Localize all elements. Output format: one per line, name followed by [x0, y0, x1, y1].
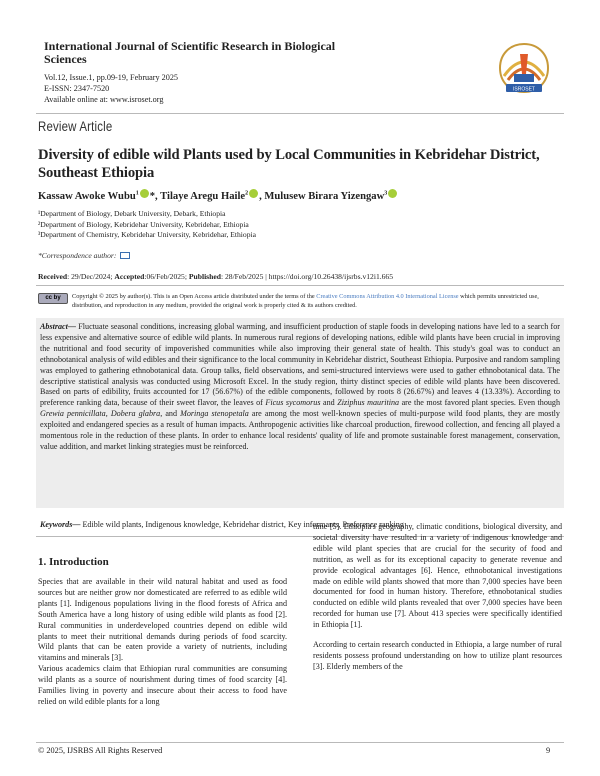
logo-text: ISROSET: [513, 86, 535, 93]
orcid-icon[interactable]: [140, 189, 149, 198]
footer-rule: [36, 742, 564, 743]
license-link[interactable]: Creative Commons Attribution 4.0 International License: [316, 293, 459, 300]
page-number: 9: [546, 746, 551, 755]
cc-by-badge[interactable]: cc by: [38, 293, 68, 304]
species-name: Ziziphus mauritina: [337, 398, 400, 408]
volume-line: Vol.12, Issue.1, pp.09-19, February 2025: [44, 73, 179, 82]
affiliation-1: ¹Department of Biology, Debark University, Debark, Ethiopia: [38, 209, 226, 218]
abstract: [40, 322, 560, 453]
author-2-sup: 2: [245, 190, 249, 197]
species-name: Moringa stenopetala: [180, 409, 249, 419]
right-column: [313, 522, 562, 682]
correspondence-label: *Correspondence author:: [38, 251, 117, 260]
species-name: Dobera glabra: [110, 409, 161, 419]
article-type: Review Article: [38, 118, 113, 134]
paper-title: Diversity of edible wild Plants used by Local Communities in Kebridehar District, Southeast Ethiopia: [38, 147, 540, 181]
abstract-text: Fluctuate seasonal conditions, increasing global warming, and insufficient production of staple foods in developing nations have led to a search for less expensive and alternative source of edible wild plants. In numerous rural regions of developing nations, edible wild plants have been crucial in improving the nutritional and food security of impoverished communities while also improving their general state of health. This study's goal was to conduct an ethnobotanical analysis of wild edibles and their significance to the local community in Kebridehar district, Southeast Ethiopia. Purposive and random sampling was employed to gathering ethnobotanical data. Group talks, field observations, and semi-structured interviews were used to gather ethnobotanical data. The descriptive statistical analysis was conducted using Microsoft Excel. In the study region, thirty distinct species of edible wild plants have been discovered. Based on parts of edibility, fruits accounted for 17 (56.67%) of the edible components, followed by roots 8 (26.67%) and leaves 4 (13.33%). According to preference ranking data, because of their sweet flavor, the leaves of: [40, 322, 560, 408]
published-label: Published: [188, 272, 221, 281]
author-3-sup: 3: [384, 190, 388, 197]
online-url[interactable]: Available online at: www.isroset.org: [44, 95, 164, 104]
accepted-label: Accepted: [114, 272, 145, 281]
license-text: [72, 292, 564, 310]
author-1-sup: 1: [135, 190, 139, 197]
accepted-date: 06/Feb/2025: [146, 272, 185, 281]
keywords-text: Edible wild plants, Indigenous knowledge, Kebridehar district, Key informants, Preference ranking: [80, 520, 404, 529]
received-date: 29/Dec/2024: [71, 272, 111, 281]
author-1: Kassaw Awoke Wubu: [38, 191, 136, 202]
affiliation-2: ²Department of Biology, Kebridehar University, Kebridehar, Ethiopia: [38, 219, 249, 229]
envelope-icon[interactable]: [120, 252, 130, 259]
corresponding-star: *: [149, 191, 156, 202]
abstract-label: Abstract—: [40, 322, 76, 331]
paragraph: According to certain research conducted in Ethiopia, a large number of rural residents possess profound understanding on how to utilize plant resources [3]. Elderly members of the: [313, 640, 562, 671]
species-name: Ficus sycomorus: [265, 398, 321, 408]
eissn: E-ISSN: 2347-7520: [44, 84, 110, 93]
orcid-icon[interactable]: [249, 189, 258, 198]
author-2: Tilaye Aregu Haile: [160, 191, 246, 202]
journal-meta: [44, 72, 178, 105]
abstract-text: are among the most well-known species of multi-purpose wild food plants, they are mostly exploited and endangered species as a result of human impacts. Anthropogenic activities like charcoal production, firewood collection, and fencing all played a momentous role in the reduction of these plants. In order to enhance local residents' quality of life and promote sustainable forest management, conservation, value addition, and market linking strategies must be reinforced.: [40, 409, 560, 451]
paragraph: Species that are available in their wild natural habitat and used as food sources but are neither grow nor domesticated are referred to as edible wild plants [1]. Indigenous populations living in the flood forests of Africa and South America have a long history of using edible wild plants as food [2]. Rural communities in underdeveloped countries depend on edible wild plants to meet their nutritional demands during periods of food scarcity. Wild plants that can be eaten provide a variety of nutrients, including vitamins and minerals [3].: [38, 577, 287, 663]
isroset-logo: [482, 38, 566, 106]
abstract-text: and: [320, 398, 338, 408]
header-rule: [36, 113, 564, 114]
keywords-label: Keywords—: [40, 520, 81, 529]
species-name: Grewia pennicillata: [40, 409, 106, 419]
orcid-icon[interactable]: [388, 189, 397, 198]
footer-copyright: © 2025, IJSRBS All Rights Reserved: [38, 746, 163, 755]
journal-title: International Journal of Scientific Research in Biological Sciences: [44, 39, 336, 66]
abstract-text: , and: [160, 409, 181, 419]
authors: Kassaw Awoke Wubu$^1$ *, Tilaye Aregu Haile$^2$ , Mulusew Birara Yizengaw$^3$: [38, 189, 398, 202]
doi-link[interactable]: https://doi.org/10.26438/ijsrbs.v12i1.665: [268, 272, 394, 281]
affiliations: [38, 209, 256, 241]
article-dates: Received: 29/Dec/2024; Accepted:06/Feb/2025; Published: 28/Feb/2025 | https://doi.org/10.26438/ijsrbs.v12i1.665: [38, 272, 394, 281]
license-pre: Copyright © 2025 by author(s). This is an Open Access article distributed under the terms of the: [72, 293, 317, 300]
published-date: 28/Feb/2025: [224, 272, 264, 281]
received-label: Received: [38, 272, 68, 281]
paragraph: Various academics claim that Ethiopian rural communities are consuming wild plants as a source of nourishment during times of food scarcity [4]. Families living in poverty and insecure about their access to food have relied on wild edible plants for a long: [38, 664, 287, 706]
dates-rule: [36, 285, 564, 286]
paragraph: time [5]. Ethiopia's geography, climatic conditions, biological diversity, and societal diversity have resulted in a variety of indigenous knowledge and edible wild plant species that are crucial for the security of food and nutrition, as well as for its exceptional capacity to generate revenue and provide ecological advantages [6]. Hence, ethnobotanical investigations made on edible wild plants showed that more than 7,000 species have been documented for food in human history. Therefore, ethnobotanical studies conducted on edible wild plants revealed that over 7,000 species have been recorded for human use [7]. About 413 species were specifically identified in Ethiopia [1].: [313, 522, 562, 630]
abstract-text: are the most favored plant species. Even though: [399, 398, 561, 408]
author-3: Mulusew Birara Yizengaw: [264, 191, 385, 202]
section-heading: 1. Introduction: [38, 556, 109, 568]
left-column: [38, 577, 287, 717]
license-post: which permits unrestricted use, distribution, and reproduction in any medium, provided the original work is properly cited & its authors credited.: [72, 293, 539, 309]
correspondence: [38, 251, 130, 260]
affiliation-3: ³Department of Chemistry, Kebridehar University, Kebridehar, Ethiopia: [38, 230, 256, 240]
abstract-text: ,: [105, 409, 111, 419]
